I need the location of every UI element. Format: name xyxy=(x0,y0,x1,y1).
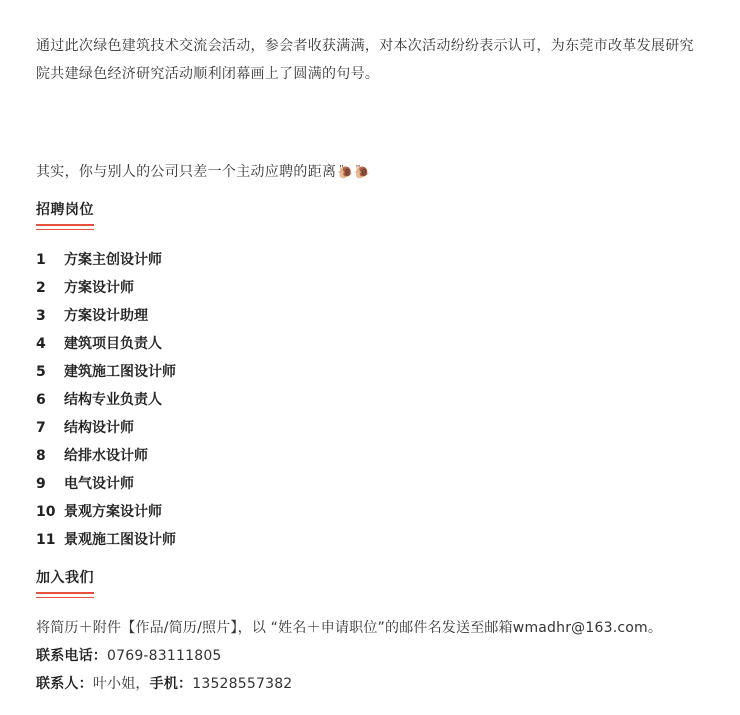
join-heading: 加入我们 xyxy=(36,570,94,586)
list-item: 8 给排水设计师 xyxy=(36,448,148,464)
contact-line xyxy=(36,670,292,698)
slogan-paragraph xyxy=(36,158,716,187)
list-item: 4 建筑项目负责人 xyxy=(36,336,162,352)
list-item: 1 方案主创设计师 xyxy=(36,252,162,268)
phone-value: 0769-83111805 xyxy=(107,648,222,664)
contact-label: 联系人： xyxy=(36,676,93,692)
phone-label: 联系电话： xyxy=(36,648,107,664)
list-item: 11 景观施工图设计师 xyxy=(36,532,176,548)
join-heading-underline xyxy=(36,592,94,594)
contact-name: 叶小姐， xyxy=(92,676,150,692)
mobile-label: 手机： xyxy=(149,676,193,692)
list-item: 6 结构专业负责人 xyxy=(36,392,162,408)
positions-list xyxy=(36,246,176,554)
intro-line-1: 通过此次绿色建筑技术交流会活动，参会者收获满满，对本次活动纷纷表示认可，为东莞市改革发展研究 xyxy=(36,38,694,54)
join-heading-underline-2 xyxy=(36,597,94,598)
slogan-text: 其实，你与别人的公司只差一个主动应聘的距离 xyxy=(36,164,337,180)
snail-emoji-icon: 🐌🐌 xyxy=(337,165,371,180)
positions-heading: 招聘岗位 xyxy=(36,202,94,218)
positions-heading-underline-2 xyxy=(36,229,94,230)
mobile-value: 13528557382 xyxy=(192,676,293,692)
list-item: 7 结构设计师 xyxy=(36,420,134,436)
list-item: 5 建筑施工图设计师 xyxy=(36,364,176,380)
list-item: 2 方案设计师 xyxy=(36,280,134,296)
intro-paragraph xyxy=(36,32,716,88)
list-item: 9 电气设计师 xyxy=(36,476,134,492)
phone-line xyxy=(36,642,222,670)
intro-line-2: 院共建绿色经济研究活动顺利闭幕画上了圆满的句号。 xyxy=(36,66,380,82)
apply-instructions: 将简历＋附件【作品/简历/照片】，以 “姓名＋申请职位”的邮件名发送至邮箱wmadhr@163.com。 xyxy=(36,620,663,636)
list-item: 10 景观方案设计师 xyxy=(36,504,162,520)
list-item: 3 方案设计助理 xyxy=(36,308,148,324)
positions-heading-underline xyxy=(36,224,94,226)
